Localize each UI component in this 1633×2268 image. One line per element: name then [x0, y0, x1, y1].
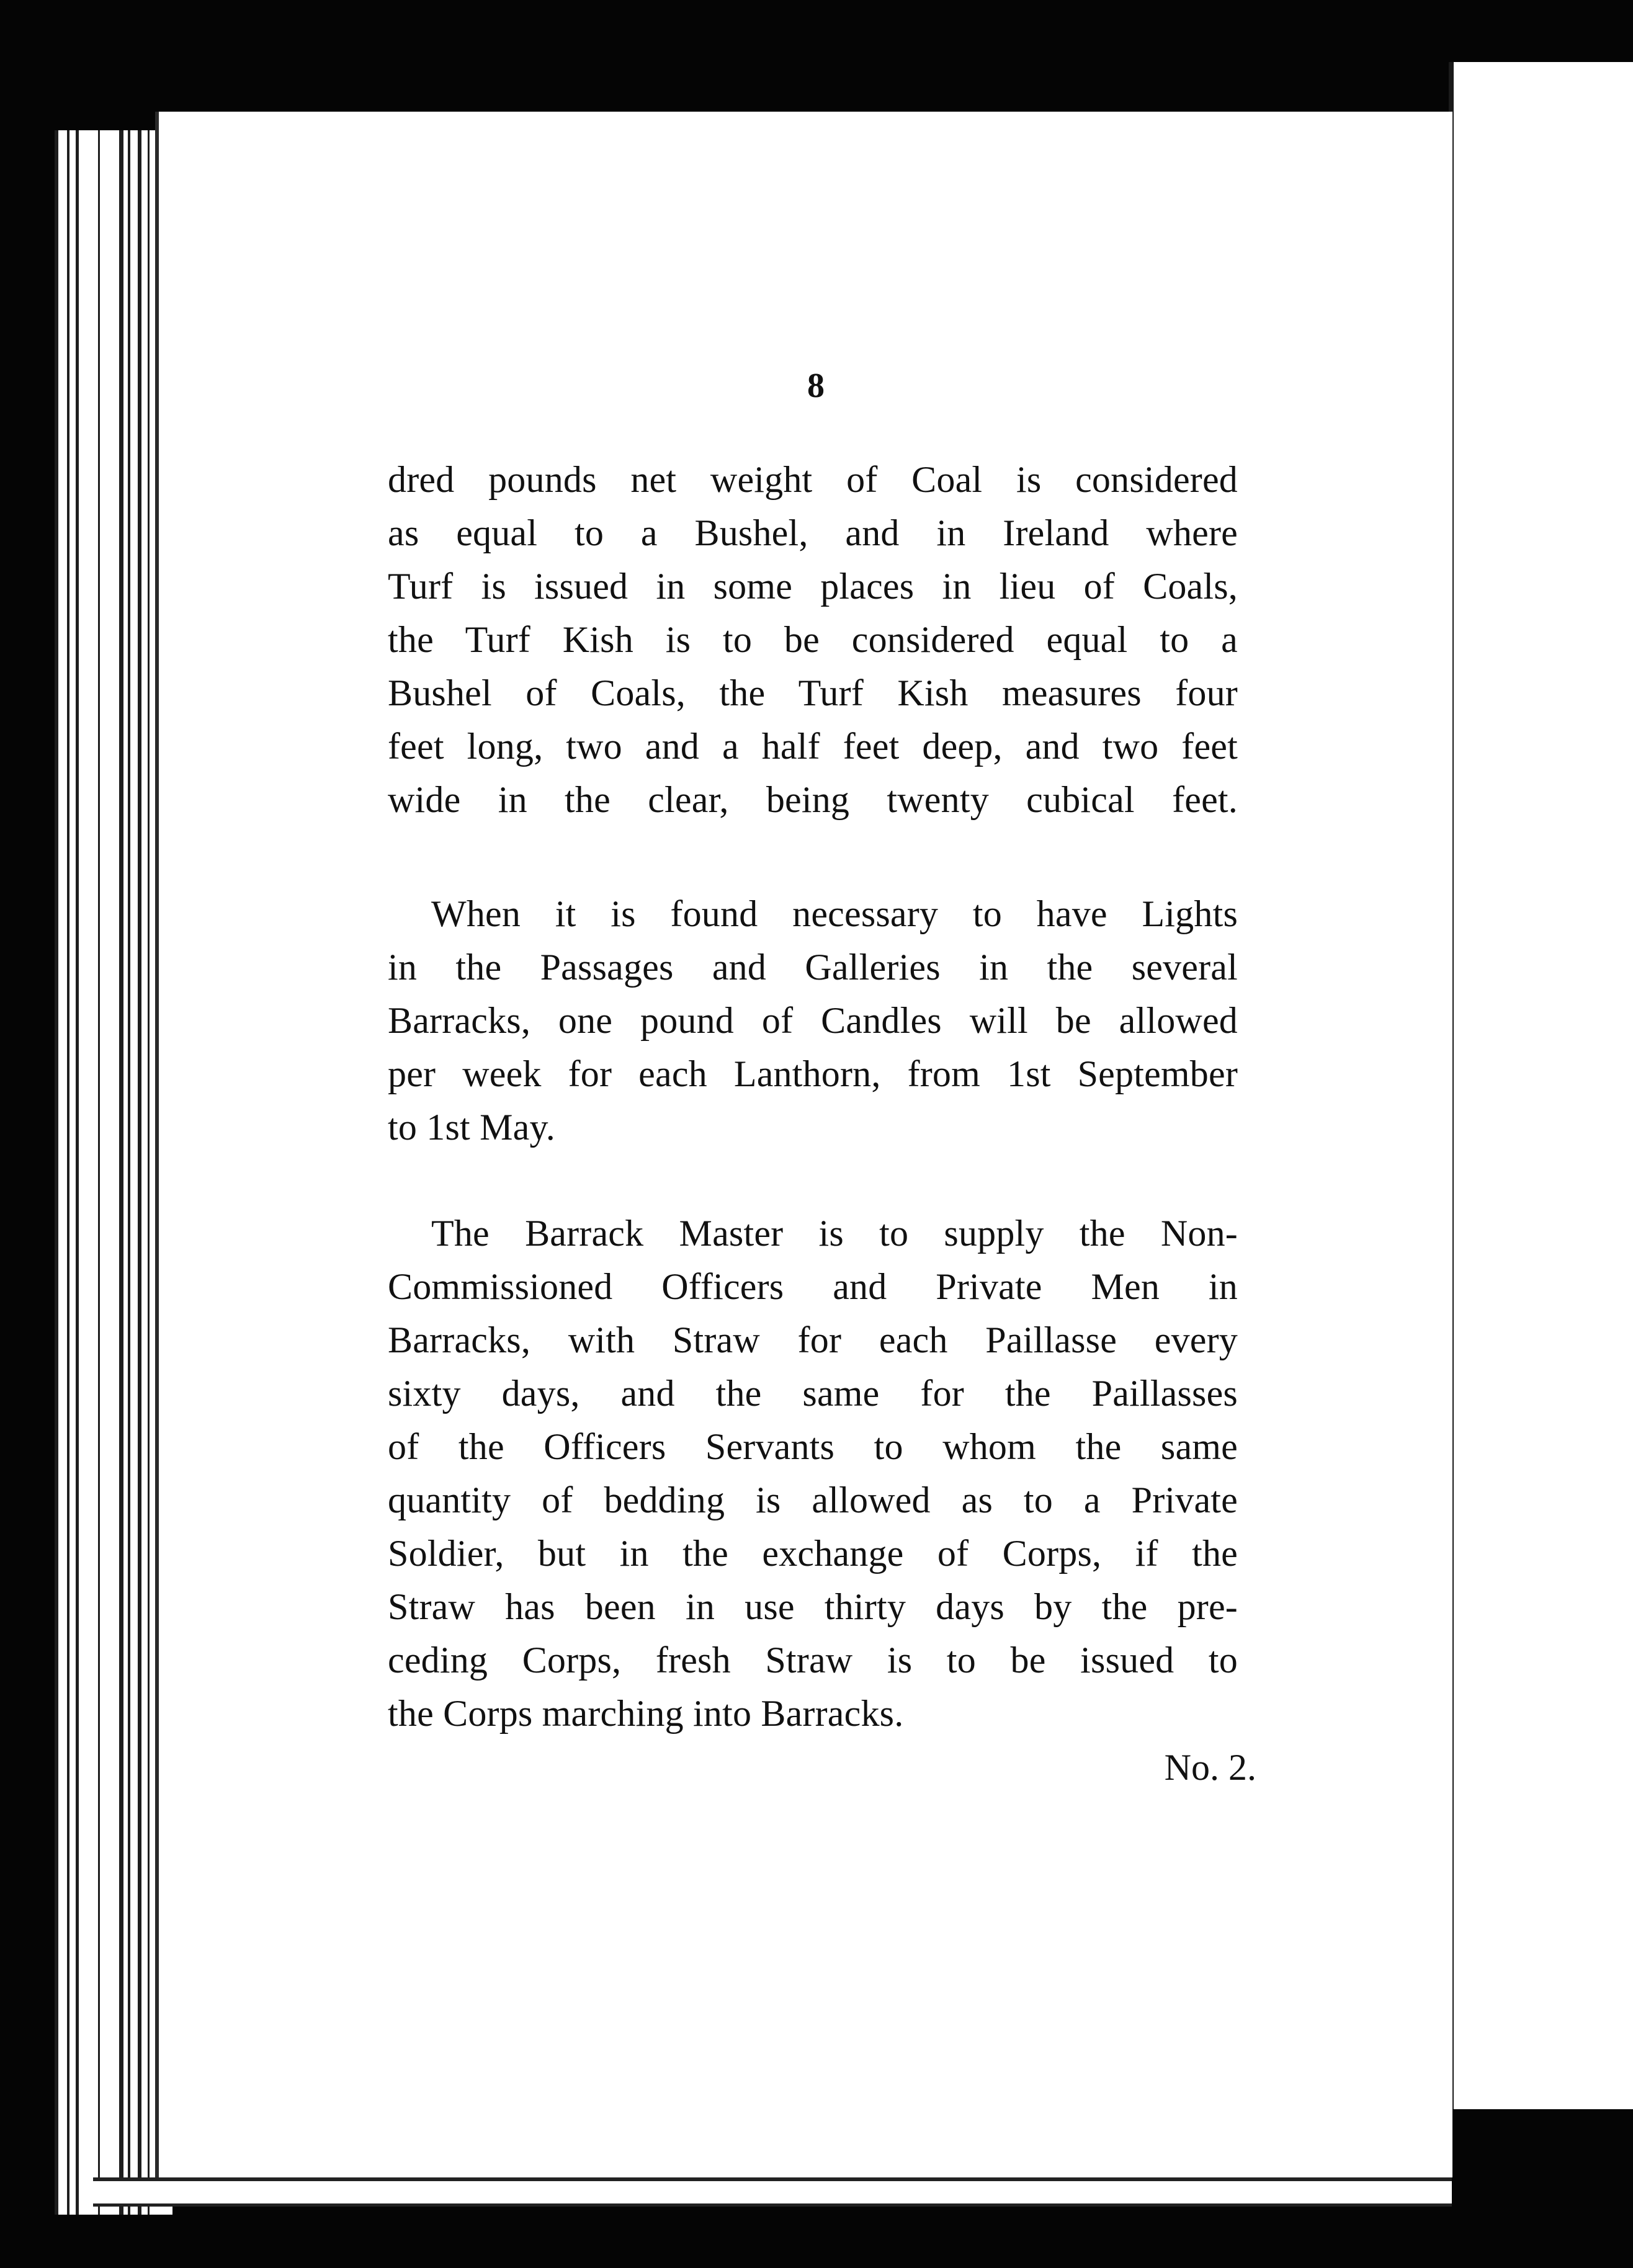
paragraph-line: per week for each Lanthorn, from 1st September	[388, 1053, 1238, 1094]
paragraph-line: Straw has been in use thirty days by the pre-	[388, 1586, 1238, 1627]
paragraph-line: quantity of bedding is allowed as to a Private	[388, 1480, 1238, 1520]
paragraph-line: the Corps marching into Barracks.	[388, 1693, 904, 1734]
paragraph-line: The Barrack Master is to supply the Non-	[431, 1213, 1238, 1254]
catchword: No. 2.	[1164, 1747, 1256, 1788]
paragraph-line: as equal to a Bushel, and in Ireland where	[388, 512, 1238, 553]
paragraph-1	[388, 453, 1238, 826]
paragraph-line: the Turf Kish is to be considered equal to a	[388, 619, 1238, 660]
page-bottom-edge	[93, 2177, 1452, 2207]
paragraph-line: sixty days, and the same for the Paillasses	[388, 1373, 1238, 1414]
paragraph-line: Soldier, but in the exchange of Corps, if the	[388, 1533, 1238, 1574]
paragraph-line: in the Passages and Galleries in the several	[388, 947, 1238, 988]
paragraph-line: wide in the clear, being twenty cubical feet.	[388, 779, 1238, 820]
page-number: 8	[807, 367, 825, 405]
paragraph-line: feet long, two and a half feet deep, and two feet	[388, 726, 1238, 767]
facing-page-edge	[1449, 62, 1633, 2109]
paragraph-2	[388, 887, 1238, 1154]
paragraph-line: Turf is issued in some places in lieu of Coals,	[388, 566, 1238, 607]
paragraph-line: ceding Corps, fresh Straw is to be issued to	[388, 1640, 1238, 1681]
paragraph-line: to 1st May.	[388, 1107, 555, 1148]
paragraph-3	[388, 1207, 1238, 1740]
paragraph-line: Bushel of Coals, the Turf Kish measures four	[388, 672, 1238, 713]
paragraph-line: Commissioned Officers and Private Men in	[388, 1266, 1238, 1307]
paragraph-line: dred pounds net weight of Coal is considered	[388, 459, 1238, 500]
paragraph-line: of the Officers Servants to whom the same	[388, 1426, 1238, 1467]
paragraph-line: Barracks, with Straw for each Paillasse every	[388, 1319, 1238, 1360]
paragraph-line: When it is found necessary to have Lights	[431, 893, 1238, 934]
paragraph-line: Barracks, one pound of Candles will be allowed	[388, 1000, 1238, 1041]
